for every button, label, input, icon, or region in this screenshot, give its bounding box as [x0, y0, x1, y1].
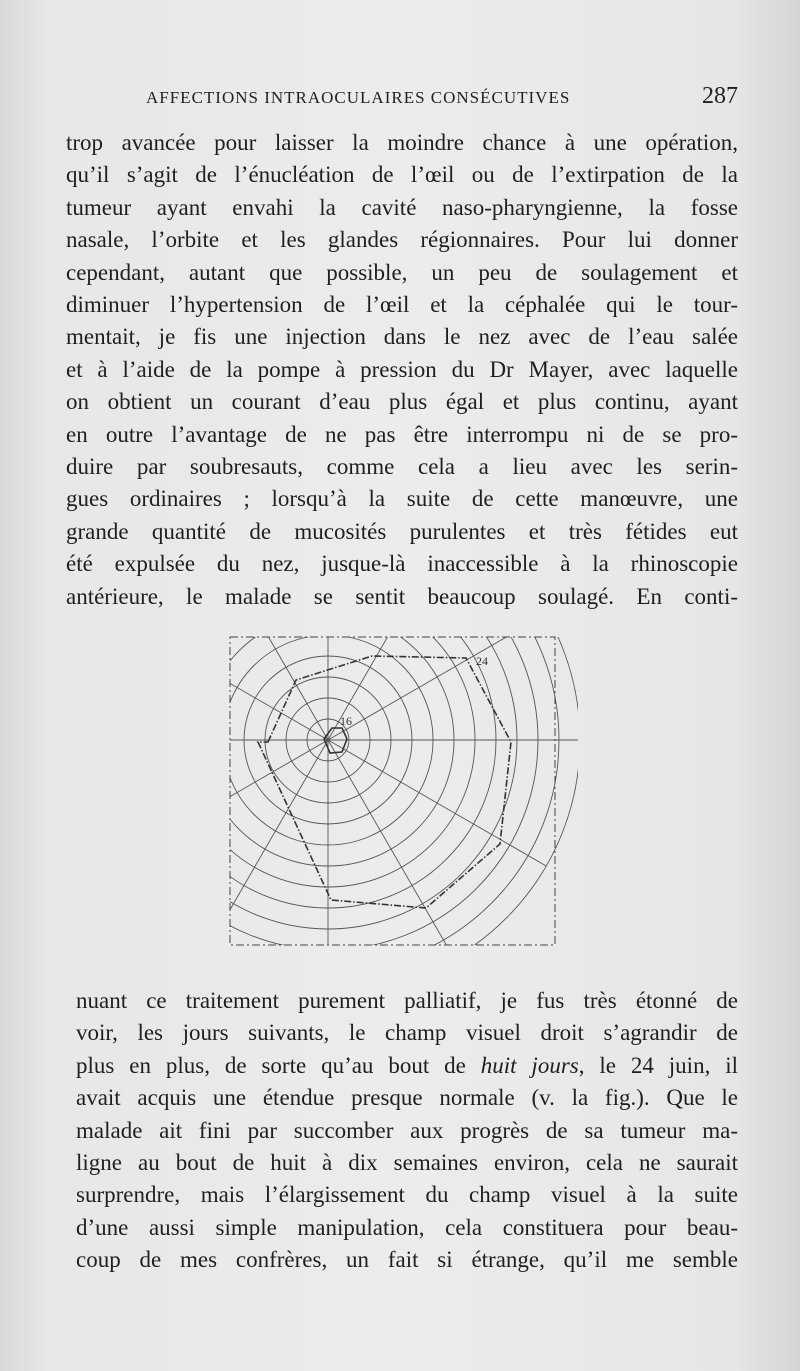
text-line: diminuer l’hypertension de l’œil et la céphalée qui le tour- [66, 292, 738, 318]
text-line: en outre l’avantage de ne pas être interrompu ni de se pro- [66, 421, 738, 447]
text-line: trop avancée pour laisser la moindre chance à une opération, [66, 130, 738, 155]
text-line: antérieure, le malade se sentit beaucoup soulagé. En conti- [66, 583, 738, 609]
text-line: on obtient un courant d’eau plus égal et plus continu, ayant [66, 389, 738, 415]
text-line: nasale, l’orbite et les glandes régionnaires. Pour lui donner [66, 227, 738, 253]
perimeter-diagram [226, 632, 578, 950]
text-line: grande quantité de mucosités purulentes et très fétides eut [66, 518, 738, 544]
text-line: mentait, je fis une injection dans le nez avec de l’eau salée [66, 324, 738, 350]
text-line: malade ait fini par succomber aux progrès de sa tumeur ma- [76, 1117, 738, 1143]
paragraph-bottom [76, 985, 738, 1277]
italic-text: huit jours [480, 1052, 579, 1078]
isopter-circle [226, 632, 475, 887]
text-line: avait acquis une étendue presque normale (v. la fig.). Que le [76, 1085, 738, 1111]
isopter-circle [226, 632, 496, 908]
large-field-outline [258, 656, 511, 908]
meridian-line [328, 740, 546, 866]
text-line-with-italic: plus en plus, de sorte qu’au bout de huit jours, le 24 juin, il [76, 1052, 738, 1078]
isopter-circle [226, 632, 559, 950]
meridian-lines [226, 632, 578, 950]
visual-field-chart [226, 632, 578, 950]
text-line: qu’il s’agit de l’énucléation de l’œil ou de l’extirpation de la [66, 162, 738, 188]
text-line: été expulsée du nez, jusque-là inaccessible à la rhinoscopie [66, 551, 738, 577]
running-header [140, 83, 738, 114]
text-line: ligne au bout de huit à dix semaines environ, cela ne saurait [76, 1150, 738, 1176]
text-line: nuant ce traitement purement palliatif, je fus très étonné de [76, 988, 738, 1013]
text-line: tumeur ayant envahi la cavité naso-pharyngienne, la fosse [66, 194, 738, 220]
text-line: cependant, autant que possible, un peu de soulagement et [66, 259, 738, 285]
page-number: 287 [702, 83, 738, 109]
running-title: AFFECTIONS INTRAOCULAIRES CONSÉCUTIVES [146, 88, 571, 107]
paragraph-top [66, 127, 738, 613]
isopter-circle [226, 632, 517, 929]
isopter-circle [226, 632, 578, 950]
text-line: voir, les jours suivants, le champ visuel droit s’agrandir de [76, 1020, 738, 1046]
label-16: 16 [340, 714, 352, 728]
isopter-circle [226, 632, 538, 950]
text-line: d’une aussi simple manipulation, cela constituera pour beau- [76, 1214, 738, 1240]
dashed-border [230, 637, 555, 945]
text-line: duire par soubresauts, comme cela a lieu avec les serin- [66, 454, 738, 480]
meridian-line [226, 740, 328, 866]
label-24: 24 [476, 654, 488, 668]
text-line: coup de mes confrères, un fait si étrange, qu’il me semble [76, 1247, 738, 1273]
text-line: et à l’aide de la pompe à pression du Dr Mayer, avec laquelle [66, 356, 738, 382]
text-line: surprendre, mais l’élargissement du champ visuel à la suite [76, 1182, 738, 1208]
isopter-circle [226, 632, 454, 866]
text-line: gues ordinaires ; lorsqu’à la suite de cette manœuvre, une [66, 486, 738, 512]
isopter-circles [226, 632, 578, 950]
meridian-line [226, 740, 328, 950]
